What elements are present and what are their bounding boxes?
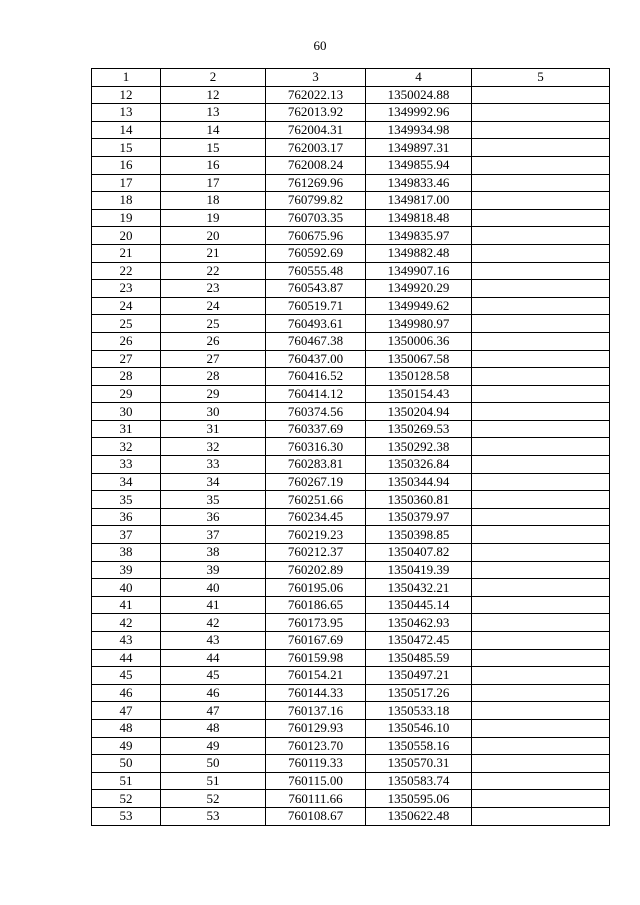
x-coordinate-cell: 760119.33 (266, 755, 366, 773)
sequence-number-cell: 16 (161, 156, 266, 174)
point-number-cell: 36 (92, 508, 161, 526)
sequence-number-cell: 36 (161, 508, 266, 526)
table-row (92, 315, 610, 333)
sequence-number-cell: 15 (161, 139, 266, 157)
x-coordinate-cell: 760316.30 (266, 438, 366, 456)
x-coordinate-cell: 760173.95 (266, 614, 366, 632)
y-coordinate-cell: 1350419.39 (366, 561, 472, 579)
note-cell (472, 649, 610, 667)
table-row (92, 332, 610, 350)
sequence-number-cell: 34 (161, 473, 266, 491)
table-row (92, 544, 610, 562)
sequence-number-cell: 27 (161, 350, 266, 368)
point-number-cell: 16 (92, 156, 161, 174)
sequence-number-cell: 18 (161, 192, 266, 210)
point-number-cell: 19 (92, 209, 161, 227)
x-coordinate-cell: 760186.65 (266, 596, 366, 614)
point-number-cell: 30 (92, 403, 161, 421)
point-number-cell: 17 (92, 174, 161, 192)
sequence-number-cell: 45 (161, 667, 266, 685)
x-coordinate-cell: 760159.98 (266, 649, 366, 667)
column-header-1: 1 (92, 69, 161, 87)
y-coordinate-cell: 1350407.82 (366, 544, 472, 562)
table-row (92, 403, 610, 421)
note-cell (472, 385, 610, 403)
y-coordinate-cell: 1349920.29 (366, 280, 472, 298)
table-row (92, 350, 610, 368)
point-number-cell: 14 (92, 121, 161, 139)
table-row (92, 667, 610, 685)
x-coordinate-cell: 762013.92 (266, 104, 366, 122)
note-cell (472, 121, 610, 139)
x-coordinate-cell: 762004.31 (266, 121, 366, 139)
table-row (92, 121, 610, 139)
note-cell (472, 719, 610, 737)
note-cell (472, 368, 610, 386)
sequence-number-cell: 26 (161, 332, 266, 350)
note-cell (472, 262, 610, 280)
y-coordinate-cell: 1350583.74 (366, 772, 472, 790)
sequence-number-cell: 50 (161, 755, 266, 773)
point-number-cell: 42 (92, 614, 161, 632)
page-number: 60 (313, 38, 327, 53)
y-coordinate-cell: 1349818.48 (366, 209, 472, 227)
note-cell (472, 403, 610, 421)
y-coordinate-cell: 1350517.26 (366, 684, 472, 702)
note-cell (472, 737, 610, 755)
column-header-3: 3 (266, 69, 366, 87)
note-cell (472, 614, 610, 632)
sequence-number-cell: 37 (161, 526, 266, 544)
sequence-number-cell: 51 (161, 772, 266, 790)
y-coordinate-cell: 1350546.10 (366, 719, 472, 737)
x-coordinate-cell: 760493.61 (266, 315, 366, 333)
note-cell (472, 156, 610, 174)
x-coordinate-cell: 760283.81 (266, 456, 366, 474)
point-number-cell: 40 (92, 579, 161, 597)
y-coordinate-cell: 1349882.48 (366, 244, 472, 262)
note-cell (472, 227, 610, 245)
table-body (92, 86, 610, 825)
x-coordinate-cell: 760115.00 (266, 772, 366, 790)
table-row (92, 772, 610, 790)
y-coordinate-cell: 1350154.43 (366, 385, 472, 403)
sequence-number-cell: 19 (161, 209, 266, 227)
y-coordinate-cell: 1350360.81 (366, 491, 472, 509)
y-coordinate-cell: 1349949.62 (366, 297, 472, 315)
x-coordinate-cell: 760519.71 (266, 297, 366, 315)
sequence-number-cell: 12 (161, 86, 266, 104)
y-coordinate-cell: 1350570.31 (366, 755, 472, 773)
sequence-number-cell: 28 (161, 368, 266, 386)
table-row (92, 244, 610, 262)
point-number-cell: 22 (92, 262, 161, 280)
point-number-cell: 24 (92, 297, 161, 315)
y-coordinate-cell: 1350432.21 (366, 579, 472, 597)
note-cell (472, 350, 610, 368)
y-coordinate-cell: 1350204.94 (366, 403, 472, 421)
point-number-cell: 26 (92, 332, 161, 350)
x-coordinate-cell: 760154.21 (266, 667, 366, 685)
point-number-cell: 39 (92, 561, 161, 579)
x-coordinate-cell: 760416.52 (266, 368, 366, 386)
x-coordinate-cell: 760467.38 (266, 332, 366, 350)
note-cell (472, 508, 610, 526)
sequence-number-cell: 38 (161, 544, 266, 562)
x-coordinate-cell: 760212.37 (266, 544, 366, 562)
sequence-number-cell: 44 (161, 649, 266, 667)
sequence-number-cell: 17 (161, 174, 266, 192)
table-row (92, 156, 610, 174)
table-row (92, 649, 610, 667)
note-cell (472, 332, 610, 350)
coordinates-table (91, 68, 610, 826)
note-cell (472, 579, 610, 597)
sequence-number-cell: 52 (161, 790, 266, 808)
x-coordinate-cell: 760111.66 (266, 790, 366, 808)
point-number-cell: 25 (92, 315, 161, 333)
point-number-cell: 50 (92, 755, 161, 773)
point-number-cell: 23 (92, 280, 161, 298)
x-coordinate-cell: 760555.48 (266, 262, 366, 280)
y-coordinate-cell: 1350379.97 (366, 508, 472, 526)
note-cell (472, 280, 610, 298)
x-coordinate-cell: 760108.67 (266, 807, 366, 825)
x-coordinate-cell: 760374.56 (266, 403, 366, 421)
point-number-cell: 31 (92, 420, 161, 438)
note-cell (472, 772, 610, 790)
note-cell (472, 104, 610, 122)
sequence-number-cell: 13 (161, 104, 266, 122)
y-coordinate-cell: 1350497.21 (366, 667, 472, 685)
table-row (92, 227, 610, 245)
x-coordinate-cell: 760267.19 (266, 473, 366, 491)
table-row (92, 579, 610, 597)
column-header-2: 2 (161, 69, 266, 87)
point-number-cell: 18 (92, 192, 161, 210)
note-cell (472, 491, 610, 509)
point-number-cell: 21 (92, 244, 161, 262)
y-coordinate-cell: 1350472.45 (366, 632, 472, 650)
note-cell (472, 297, 610, 315)
point-number-cell: 45 (92, 667, 161, 685)
x-coordinate-cell: 761269.96 (266, 174, 366, 192)
note-cell (472, 473, 610, 491)
point-number-cell: 49 (92, 737, 161, 755)
sequence-number-cell: 32 (161, 438, 266, 456)
x-coordinate-cell: 760167.69 (266, 632, 366, 650)
x-coordinate-cell: 760799.82 (266, 192, 366, 210)
y-coordinate-cell: 1350595.06 (366, 790, 472, 808)
table-row (92, 104, 610, 122)
note-cell (472, 244, 610, 262)
column-header-5: 5 (472, 69, 610, 87)
y-coordinate-cell: 1350485.59 (366, 649, 472, 667)
note-cell (472, 755, 610, 773)
note-cell (472, 86, 610, 104)
y-coordinate-cell: 1349835.97 (366, 227, 472, 245)
x-coordinate-cell: 760337.69 (266, 420, 366, 438)
y-coordinate-cell: 1350326.84 (366, 456, 472, 474)
sequence-number-cell: 43 (161, 632, 266, 650)
table-row (92, 262, 610, 280)
note-cell (472, 790, 610, 808)
sequence-number-cell: 42 (161, 614, 266, 632)
sequence-number-cell: 40 (161, 579, 266, 597)
table-row (92, 719, 610, 737)
point-number-cell: 38 (92, 544, 161, 562)
sequence-number-cell: 29 (161, 385, 266, 403)
y-coordinate-cell: 1350558.16 (366, 737, 472, 755)
point-number-cell: 29 (92, 385, 161, 403)
note-cell (472, 596, 610, 614)
table-row (92, 473, 610, 491)
x-coordinate-cell: 760234.45 (266, 508, 366, 526)
sequence-number-cell: 31 (161, 420, 266, 438)
column-header-4: 4 (366, 69, 472, 87)
y-coordinate-cell: 1349817.00 (366, 192, 472, 210)
sequence-number-cell: 46 (161, 684, 266, 702)
y-coordinate-cell: 1350024.88 (366, 86, 472, 104)
table-row (92, 614, 610, 632)
note-cell (472, 174, 610, 192)
sequence-number-cell: 30 (161, 403, 266, 421)
x-coordinate-cell: 760251.66 (266, 491, 366, 509)
table-row (92, 438, 610, 456)
x-coordinate-cell: 762022.13 (266, 86, 366, 104)
y-coordinate-cell: 1350622.48 (366, 807, 472, 825)
note-cell (472, 632, 610, 650)
sequence-number-cell: 23 (161, 280, 266, 298)
table-row (92, 420, 610, 438)
table-row (92, 280, 610, 298)
y-coordinate-cell: 1350533.18 (366, 702, 472, 720)
sequence-number-cell: 25 (161, 315, 266, 333)
table-row (92, 139, 610, 157)
point-number-cell: 52 (92, 790, 161, 808)
x-coordinate-cell: 762003.17 (266, 139, 366, 157)
note-cell (472, 456, 610, 474)
y-coordinate-cell: 1350292.38 (366, 438, 472, 456)
sequence-number-cell: 24 (161, 297, 266, 315)
sequence-number-cell: 47 (161, 702, 266, 720)
note-cell (472, 684, 610, 702)
point-number-cell: 27 (92, 350, 161, 368)
table-row (92, 561, 610, 579)
table-row (92, 192, 610, 210)
note-cell (472, 192, 610, 210)
x-coordinate-cell: 762008.24 (266, 156, 366, 174)
note-cell (472, 209, 610, 227)
table-row (92, 596, 610, 614)
table-row (92, 385, 610, 403)
table-row (92, 508, 610, 526)
y-coordinate-cell: 1350344.94 (366, 473, 472, 491)
note-cell (472, 807, 610, 825)
sequence-number-cell: 49 (161, 737, 266, 755)
point-number-cell: 35 (92, 491, 161, 509)
note-cell (472, 561, 610, 579)
y-coordinate-cell: 1350445.14 (366, 596, 472, 614)
point-number-cell: 51 (92, 772, 161, 790)
point-number-cell: 53 (92, 807, 161, 825)
table-row (92, 684, 610, 702)
point-number-cell: 13 (92, 104, 161, 122)
note-cell (472, 438, 610, 456)
y-coordinate-cell: 1349833.46 (366, 174, 472, 192)
table-row (92, 297, 610, 315)
table-header-row (92, 69, 610, 87)
sequence-number-cell: 20 (161, 227, 266, 245)
y-coordinate-cell: 1350067.58 (366, 350, 472, 368)
sequence-number-cell: 33 (161, 456, 266, 474)
table-row (92, 456, 610, 474)
x-coordinate-cell: 760414.12 (266, 385, 366, 403)
point-number-cell: 33 (92, 456, 161, 474)
x-coordinate-cell: 760144.33 (266, 684, 366, 702)
point-number-cell: 37 (92, 526, 161, 544)
y-coordinate-cell: 1349934.98 (366, 121, 472, 139)
x-coordinate-cell: 760703.35 (266, 209, 366, 227)
table-row (92, 209, 610, 227)
table-row (92, 807, 610, 825)
sequence-number-cell: 39 (161, 561, 266, 579)
x-coordinate-cell: 760123.70 (266, 737, 366, 755)
y-coordinate-cell: 1349897.31 (366, 139, 472, 157)
note-cell (472, 315, 610, 333)
table-row (92, 174, 610, 192)
table-row (92, 702, 610, 720)
x-coordinate-cell: 760219.23 (266, 526, 366, 544)
point-number-cell: 28 (92, 368, 161, 386)
point-number-cell: 47 (92, 702, 161, 720)
sequence-number-cell: 41 (161, 596, 266, 614)
point-number-cell: 48 (92, 719, 161, 737)
point-number-cell: 43 (92, 632, 161, 650)
point-number-cell: 20 (92, 227, 161, 245)
y-coordinate-cell: 1350006.36 (366, 332, 472, 350)
sequence-number-cell: 21 (161, 244, 266, 262)
x-coordinate-cell: 760543.87 (266, 280, 366, 298)
point-number-cell: 12 (92, 86, 161, 104)
x-coordinate-cell: 760675.96 (266, 227, 366, 245)
point-number-cell: 46 (92, 684, 161, 702)
point-number-cell: 15 (92, 139, 161, 157)
table-row (92, 790, 610, 808)
note-cell (472, 420, 610, 438)
y-coordinate-cell: 1350269.53 (366, 420, 472, 438)
note-cell (472, 667, 610, 685)
sequence-number-cell: 22 (161, 262, 266, 280)
note-cell (472, 139, 610, 157)
x-coordinate-cell: 760195.06 (266, 579, 366, 597)
note-cell (472, 526, 610, 544)
point-number-cell: 44 (92, 649, 161, 667)
y-coordinate-cell: 1349907.16 (366, 262, 472, 280)
table-row (92, 368, 610, 386)
y-coordinate-cell: 1349855.94 (366, 156, 472, 174)
y-coordinate-cell: 1349992.96 (366, 104, 472, 122)
note-cell (472, 702, 610, 720)
table-row (92, 526, 610, 544)
sequence-number-cell: 35 (161, 491, 266, 509)
table-row (92, 86, 610, 104)
y-coordinate-cell: 1349980.97 (366, 315, 472, 333)
table-row (92, 632, 610, 650)
x-coordinate-cell: 760202.89 (266, 561, 366, 579)
sequence-number-cell: 48 (161, 719, 266, 737)
sequence-number-cell: 14 (161, 121, 266, 139)
y-coordinate-cell: 1350398.85 (366, 526, 472, 544)
x-coordinate-cell: 760592.69 (266, 244, 366, 262)
x-coordinate-cell: 760137.16 (266, 702, 366, 720)
point-number-cell: 41 (92, 596, 161, 614)
table-row (92, 737, 610, 755)
y-coordinate-cell: 1350462.93 (366, 614, 472, 632)
x-coordinate-cell: 760437.00 (266, 350, 366, 368)
table-row (92, 755, 610, 773)
x-coordinate-cell: 760129.93 (266, 719, 366, 737)
y-coordinate-cell: 1350128.58 (366, 368, 472, 386)
sequence-number-cell: 53 (161, 807, 266, 825)
point-number-cell: 32 (92, 438, 161, 456)
point-number-cell: 34 (92, 473, 161, 491)
table-row (92, 491, 610, 509)
note-cell (472, 544, 610, 562)
